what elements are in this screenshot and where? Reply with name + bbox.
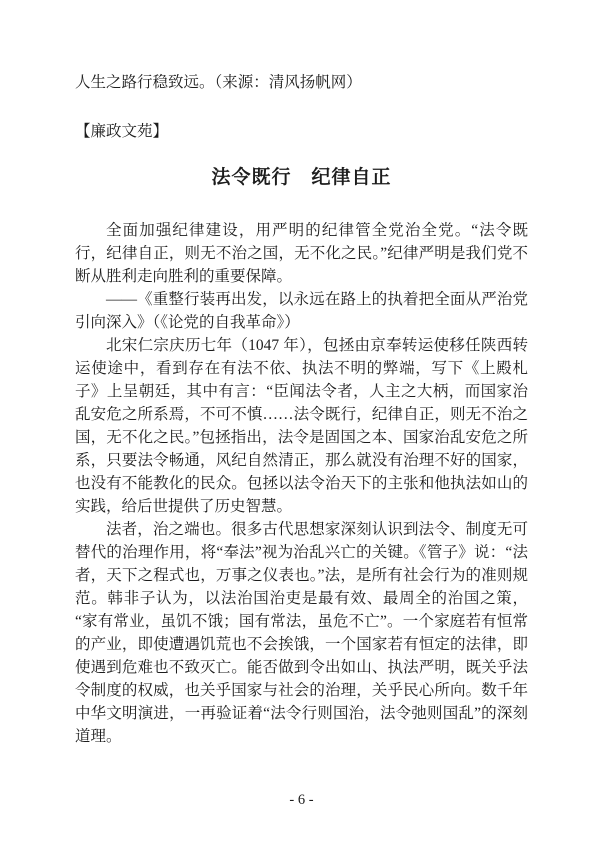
article-paragraph: 全面加强纪律建设，用严明的纪律管全党治全党。“法令既行，纪律自正，则无不治之国，无不化之民。”纪律严明是我们党不断从胜利走向胜利的重要保障。 <box>75 222 528 285</box>
article-title: 法令既行 纪律自正 <box>211 167 392 188</box>
paragraph-continuation: 人生之路行稳致远。（来源：清风扬帆网） <box>75 74 362 91</box>
article-paragraph: 北宋仁宗庆历七年（1047 年），包拯由京奉转运使移任陕西转运使途中，看到存在有法不依、执法不明的弊端，写下《上殿札子》上呈朝廷，其中有言：“臣闻法令者，人主之大柄，而国家治乱安危之所系焉，不可不慎……法令既行，纪律自正，则无不治之国，无不化之民。”包拯指出，法令是固国之本、国家治乱安危之所系，只要法令畅通，风纪自然清正，那么就没有治理不好的国家，也没有不能教化的民众。包拯以法令治天下的主张和他执法如山的实践，给后世提供了历史智慧。 <box>75 337 528 515</box>
article-body <box>75 219 528 748</box>
page-number: - 6 - <box>289 792 314 808</box>
article-paragraph: 法者，治之端也。很多古代思想家深刻认识到法令、制度无可替代的治理作用，将“奉法”视为治乱兴亡的关键。《管子》说：“法者，天下之程式也，万事之仪表也。”法，是所有社会行为的准则规范。韩非子认为，以法治国治吏是最有效、最周全的治国之策，“家有常业，虽饥不饿；国有常法，虽危不亡”。一个家庭若有恒常的产业，即使遭遇饥荒也不会挨饿，一个国家若有恒定的法律，即使遇到危难也不致灭亡。能否做到令出如山、执法严明，既关乎法令制度的权威，也关乎国家与社会的治理，关乎民心所向。数千年中华文明演进，一再验证着“法令行则国治，法令弛则国乱”的深刻道理。 <box>75 521 528 745</box>
article-paragraph-attribution: ——《重整行装再出发，以永远在路上的执着把全面从严治党引向深入》（《论党的自我革命》） <box>75 291 528 331</box>
section-label: 【廉政文苑】 <box>75 123 169 140</box>
